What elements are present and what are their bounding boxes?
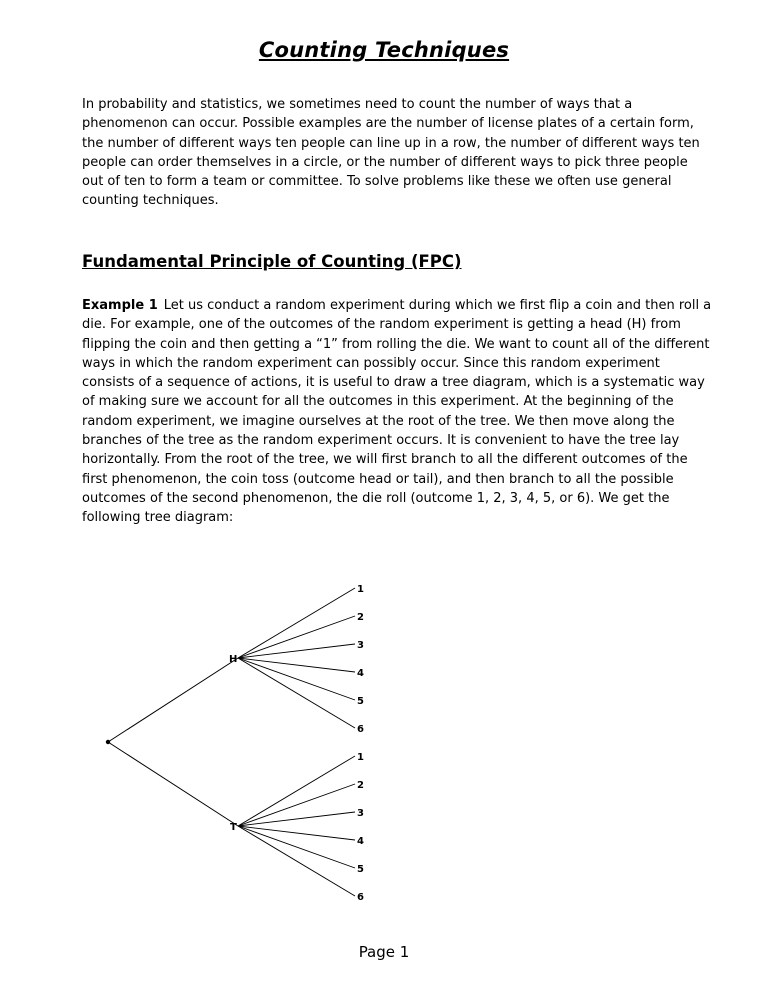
branch-root-t: [108, 742, 238, 826]
tree-node-h: H: [229, 654, 238, 665]
tree-leaf-t-6: 6: [357, 892, 364, 903]
tree-diagram: [95, 575, 375, 910]
tree-leaf-h-5: 5: [357, 696, 364, 707]
branch-h-2: [238, 616, 355, 658]
tree-node-t: T: [230, 822, 237, 833]
section-heading: Fundamental Principle of Counting (FPC): [82, 252, 462, 271]
branch-root-h: [108, 658, 238, 742]
branch-t-2: [238, 784, 355, 826]
tree-leaf-t-5: 5: [357, 864, 364, 875]
branch-t-1: [238, 756, 355, 826]
tree-leaf-h-4: 4: [357, 668, 364, 679]
branch-t-4: [238, 826, 355, 840]
t-branches: [238, 756, 355, 896]
tree-leaf-h-2: 2: [357, 612, 364, 623]
branch-h-5: [238, 658, 355, 700]
example-text: Let us conduct a random experiment during which we first flip a coin and then roll a die. For example, one of the outcomes of the random experiment is getting a head (H) from flipping the coin and then getting a “1” from rolling the die. We want to count all of the different ways in which the random experiment can possibly occur. Since this random experiment consists of a sequence of actions, it is useful to draw a tree diagram, which is a systematic way of making sure we account for all the outcomes in this experiment. At the beginning of the random experiment, we imagine ourselves at the root of the tree. We then move along the branches of the tree as the random experiment occurs. It is convenient to have the tree lay horizontally. From the root of the tree, we will first branch to all the different outcomes of the first phenomenon, the coin toss (outcome head or tail), and then branch to all the possible outcomes of the second phenomenon, the die roll (outcome 1, 2, 3, 4, 5, or 6). We get the following tree diagram:: [82, 298, 712, 526]
tree-leaf-h-6: 6: [357, 724, 364, 735]
branch-t-3: [238, 812, 355, 826]
tree-leaf-t-3: 3: [357, 808, 364, 819]
branch-h-1: [238, 588, 355, 658]
tree-leaf-t-4: 4: [357, 836, 364, 847]
tree-leaf-t-1: 1: [357, 752, 364, 763]
tree-leaf-t-2: 2: [357, 780, 364, 791]
intro-paragraph: In probability and statistics, we sometimes need to count the number of ways that a phenomenon can occur. Possible examples are the number of license plates of a certain form, the number of different ways ten people can line up in a row, the number of different ways ten people can order themselves in a circle, or the number of different ways to pick three people out of ten to form a team or committee. To solve problems like these we often use general counting techniques.: [82, 97, 700, 209]
branch-h-4: [238, 658, 355, 672]
branch-h-6: [238, 658, 355, 728]
tree-leaf-h-1: 1: [357, 584, 364, 595]
tree-leaf-h-3: 3: [357, 640, 364, 651]
example-paragraph: [82, 296, 712, 528]
branch-h-3: [238, 644, 355, 658]
example-label: Example 1: [82, 298, 158, 313]
branch-t-6: [238, 826, 355, 896]
page-number: Page 1: [358, 943, 410, 961]
branch-t-5: [238, 826, 355, 868]
h-branches: [238, 588, 355, 728]
document-title: Counting Techniques: [258, 38, 510, 62]
